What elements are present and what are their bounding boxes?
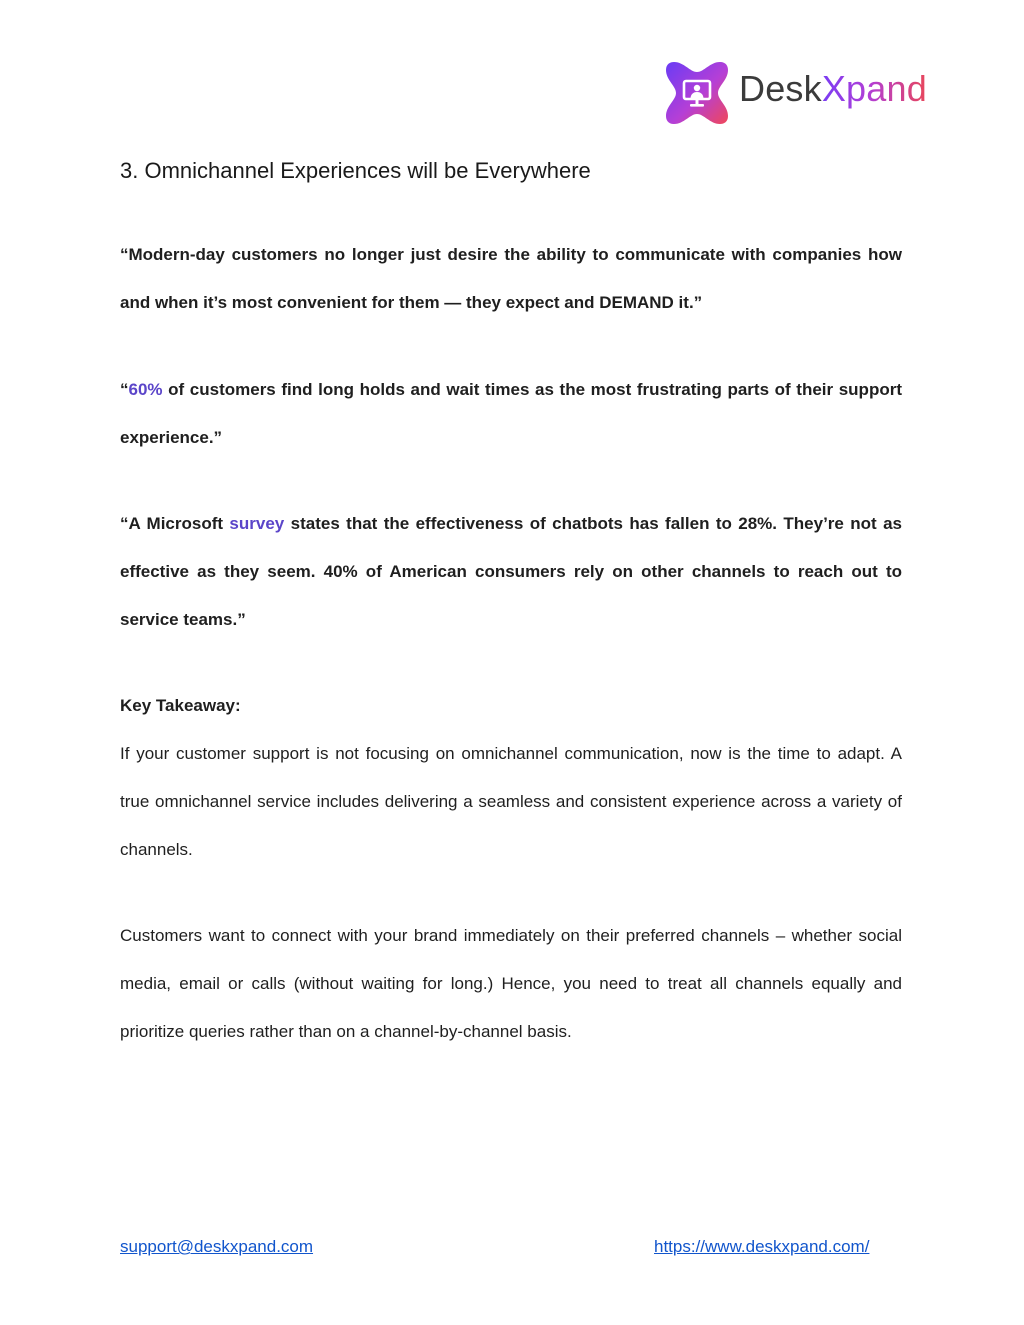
brand-wordmark: [739, 68, 927, 109]
stat-highlight-60: 60%: [128, 380, 163, 399]
website-link[interactable]: https://www.deskxpand.com/: [654, 1237, 870, 1256]
closing-paragraph: Customers want to connect with your brand immediately on their preferred channels – whether social media, email or calls (without waiting for long.) Hence, you need to treat all channels equally and prioritize queries rather than on a channel-by-channel basis.: [120, 926, 902, 1041]
section-heading: 3. Omnichannel Experiences will be Everywhere: [120, 158, 591, 183]
quote-survey-before: “A Microsoft: [120, 514, 230, 533]
quote-customers-demand: “Modern-day customers no longer just desire the ability to communicate with companies how and when it’s most convenient for them — they expect and DEMAND it.”: [120, 245, 902, 312]
quote-survey-after: states that the effectiveness of chatbots has fallen to 28%. They’re not as effective as they seem. 40% of American consumers rely on other channels to reach out to service teams.”: [120, 514, 902, 629]
key-takeaway-label: Key Takeaway:: [120, 696, 241, 715]
quote-wait-times-text: of customers find long holds and wait times as the most frustrating parts of their support experience.”: [120, 380, 902, 447]
takeaway-paragraph: If your customer support is not focusing on omnichannel communication, now is the time to adapt. A true omnichannel service includes delivering a seamless and consistent experience across a variety of channels.: [120, 744, 902, 859]
brand-logo: [664, 60, 944, 130]
support-email-link[interactable]: support@deskxpand.com: [120, 1237, 314, 1256]
brand-name-part1: Desk: [739, 68, 822, 109]
survey-link[interactable]: survey: [229, 514, 285, 533]
quote-microsoft-survey: [120, 500, 902, 644]
quote-open-mark: “: [120, 380, 129, 399]
monitor-with-person-icon: [664, 60, 730, 126]
quote-wait-times: [120, 366, 902, 462]
brand-name-part2: Xpand: [821, 68, 927, 109]
